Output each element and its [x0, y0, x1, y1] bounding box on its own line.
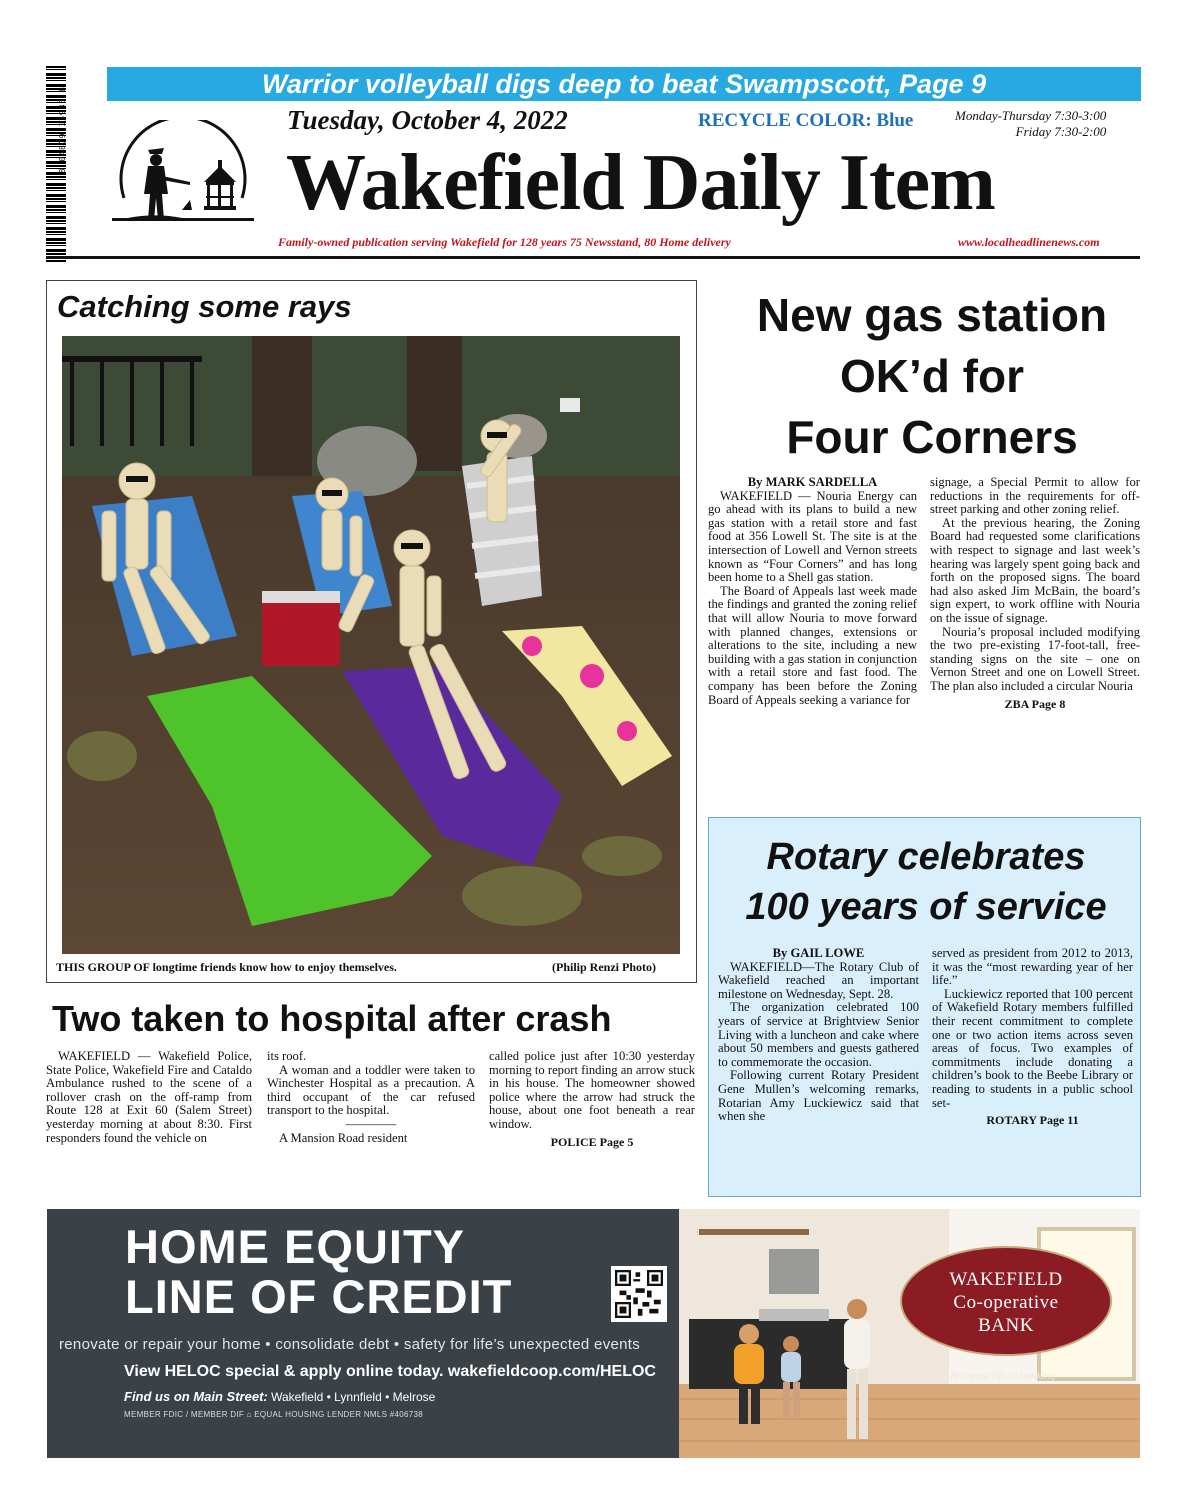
gas-paragraph: signage, a Special Permit to allow for reductions in the requirements for off-street parking and other zoning relief.	[930, 475, 1140, 517]
tagline: Family-owned publication serving Wakefield for 128 years 75 Newsstand, 80 Home delivery	[278, 235, 731, 249]
crash-story-column-1	[46, 1050, 252, 1145]
promo-banner[interactable]: Warrior volleyball digs deep to beat Swampscott, Page 9	[107, 67, 1141, 101]
photo-caption: THIS GROUP OF longtime friends know how to enjoy themselves.	[56, 960, 397, 974]
masthead-rule	[46, 256, 1140, 259]
masthead-title: Wakefield Daily Item	[286, 139, 995, 227]
rotary-paragraph: WAKEFIELD—The Rotary Club of Wakefield reached an important milestone on Wednesday, Sept. 28.	[718, 959, 919, 1001]
skeletons-photo	[62, 336, 680, 954]
gas-headline-line3: Four Corners	[786, 411, 1078, 463]
crash-story-column-2	[267, 1050, 475, 1145]
rotary-paragraph: Luckiewicz reported that 100 percent of Wakefield Rotary members fulfilled their recent commitment to complete one or two action items across seven areas of focus. Two examples of commitments include donating a children’s book to the Beebe Library or reading to students in a public school set-	[932, 986, 1133, 1110]
ad-benefits: renovate or repair your home • consolidate debt • safety for life’s unexpected events	[59, 1336, 641, 1353]
ad-title-line1: HOME EQUITY	[125, 1220, 466, 1273]
photo-headline[interactable]: Catching some rays	[57, 289, 352, 324]
crash-divider: ————	[345, 1116, 397, 1131]
hours-weekday: Monday-Thursday 7:30-3:00	[955, 108, 1107, 123]
crash-headline[interactable]: Two taken to hospital after crash	[52, 998, 612, 1039]
rotary-headline-line2: 100 years of service	[745, 886, 1107, 928]
barcode-digits: 8 04879 13933 8	[58, 86, 67, 174]
crash-paragraph: its roof.	[267, 1049, 307, 1063]
ad-fdic-notice: MEMBER FDIC / MEMBER DIF ⌂ EQUAL HOUSING LENDER NMLS #406738	[124, 1410, 424, 1419]
rotary-headline-line1: Rotary celebrates	[766, 836, 1086, 878]
rotary-story-column-1	[718, 947, 919, 1124]
website-link[interactable]: www.localheadlinenews.com	[958, 235, 1100, 249]
gas-jump-link[interactable]: ZBA Page 8	[1004, 696, 1066, 711]
rotary-jump-link[interactable]: ROTARY Page 11	[986, 1113, 1079, 1128]
ad-call-to-action[interactable]: View HELOC special & apply online today. wakefieldcoop.com/HELOC	[124, 1363, 656, 1380]
minuteman-logo-icon	[112, 120, 254, 244]
gas-headline-line2: OK’d for	[840, 350, 1024, 402]
ad-find-label: Find us on Main Street:	[124, 1389, 268, 1404]
gas-paragraph: WAKEFIELD — Nouria Energy can go ahead with its plans to build a new gas station with a retail store and fast food at 356 Lowell St. The site is at the intersection of Lowell and Vernon streets known as “Four Corners” and has long been home to a Shell gas station.	[708, 488, 917, 585]
crash-paragraph: A woman and a toddler were taken to Winchester Hospital as a precaution. A third occupant of the car refused transport to the hospital.	[267, 1062, 475, 1118]
ad-find-towns: Wakefield • Lynnfield • Melrose	[267, 1390, 436, 1404]
gas-paragraph: Nouria’s proposal included modifying the two pre-existing 17-foot-tall, free-standing signs on the site – one on Vernon Street and one on Lowell Street. The plan also included a circular Nouria	[930, 624, 1140, 693]
crash-paragraph: A Mansion Road resident	[279, 1130, 408, 1145]
bank-tagline: Bringing life to banking	[950, 1370, 1056, 1382]
bank-name-line2: Co-operative	[953, 1292, 1059, 1313]
crash-paragraph: called police just after 10:30 yesterday morning to report finding an arrow stuck in his house. The homeowner showed police where the arrow had struck the house, about one foot beneath a rear window.	[489, 1049, 695, 1131]
ad-title-line2: LINE OF CREDIT	[125, 1270, 513, 1323]
qr-code-icon[interactable]	[611, 1266, 667, 1322]
rotary-headline[interactable]	[712, 832, 1140, 932]
photo-credit: (Philip Renzi Photo)	[552, 960, 656, 974]
gas-byline: By MARK SARDELLA	[747, 475, 878, 489]
gas-story-column-1	[708, 476, 917, 707]
bank-name-line3: BANK	[978, 1315, 1034, 1336]
crash-story-column-3	[489, 1050, 695, 1149]
bank-logo[interactable]	[900, 1246, 1112, 1356]
ad-locations	[124, 1389, 435, 1404]
rotary-paragraph: served as president from 2012 to 2013, it was the “most rewarding year of her life.”	[932, 946, 1133, 988]
rotary-paragraph: The organization celebrated 100 years of service at Brightview Senior Living with a luncheon and cake where about 50 members and guests gathered to commemorate the occasion.	[718, 1000, 919, 1069]
gas-station-headline[interactable]	[702, 285, 1162, 468]
crash-paragraph: WAKEFIELD — Wakefield Police, State Police, Wakefield Fire and Cataldo Ambulance rushed to the scene of a rollover crash on the off-ramp from Route 128 at Exit 60 (Salem Street) yesterday morning at about 8:30. First responders found the vehicle on	[46, 1049, 252, 1145]
bank-name-line1: WAKEFIELD	[949, 1269, 1063, 1290]
crash-jump-link[interactable]: POLICE Page 5	[550, 1134, 634, 1149]
rotary-byline: By GAIL LOWE	[772, 946, 865, 960]
gas-paragraph: The Board of Appeals last week made the findings and granted the zoning relief that will allow Nouria to move forward with planned changes, extensions or alterations to the site, including a new building with a gas station in conjunction with a retail store and fast food. The company has been before the Zoning Board of Appeals seeking a variance for	[708, 583, 917, 707]
recycle-color: RECYCLE COLOR: Blue	[698, 110, 914, 131]
rotary-story-column-2	[932, 947, 1133, 1128]
ad-title	[125, 1222, 512, 1322]
hours-friday: Friday 7:30-2:00	[1015, 124, 1107, 139]
office-hours	[955, 108, 1106, 140]
gas-story-column-2	[930, 476, 1140, 711]
issue-date: Tuesday, October 4, 2022	[287, 105, 568, 135]
barcode	[44, 66, 80, 262]
rotary-paragraph: Following current Rotary President Gene Mullen’s welcoming remarks, Rotarian Amy Luckiewicz said that when she	[718, 1068, 919, 1124]
gas-headline-line1: New gas station	[756, 289, 1108, 341]
gas-paragraph: At the previous hearing, the Zoning Board had requested some clarifications with respect to signage and last week’s hearing was largely spent going back and forth on the proposed signs. The board had also asked Jim McBain, the board’s sign expert, to work offline with Nouria on the issue of signage.	[930, 515, 1140, 625]
